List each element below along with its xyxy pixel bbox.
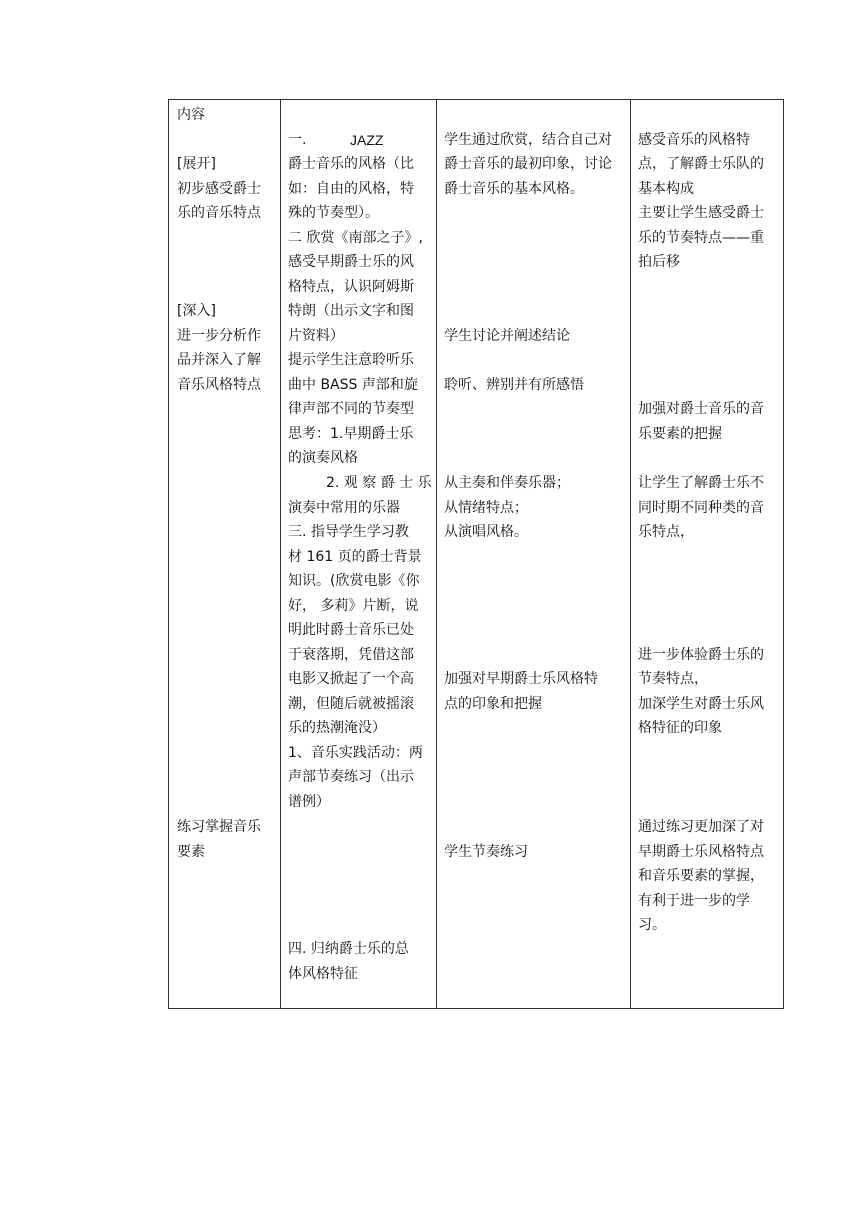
cell-text: 体风格特征 — [288, 966, 358, 982]
cell-text: 加深学生对爵士乐风 — [638, 696, 764, 712]
cell-text: 点的印象和把握 — [444, 696, 542, 712]
cell-text: 感受音乐的风格特 — [638, 132, 750, 148]
column-divider — [630, 100, 631, 1008]
cell-text: 聆听、辨别并有所感悟 — [444, 377, 584, 393]
cell-text: 二 欣赏《南部之子》, — [288, 230, 423, 246]
column-header-content: 内容 — [177, 107, 205, 123]
cell-text: 殊的节奏型）。 — [288, 205, 379, 221]
cell-text: 曲中 BASS 声部和旋 — [288, 377, 418, 393]
cell-text: 音乐风格特点 — [177, 377, 261, 393]
cell-text: 乐的音乐特点 — [177, 205, 261, 221]
cell-text: 爵士音乐的风格（比 — [288, 156, 414, 172]
cell-text: 要素 — [177, 844, 205, 860]
cell-text: 进一步分析作 — [177, 328, 261, 344]
cell-text: 潮，但随后就被摇滚 — [288, 696, 414, 712]
cell-text: 爵士音乐的基本风格。 — [444, 181, 584, 197]
cell-text: 乐的热潮淹没） — [288, 720, 386, 736]
cell-text: 主要让学生感受爵士 — [638, 205, 764, 221]
cell-text: 感受早期爵士乐的风 — [288, 254, 414, 270]
cell-text: 进一步体验爵士乐的 — [638, 647, 764, 663]
cell-text: 格特征的印象 — [638, 720, 722, 736]
cell-text: 从主奏和伴奏乐器； — [444, 475, 570, 491]
cell-text: 谱例） — [288, 794, 330, 810]
cell-text: 四. 归纳爵士乐的总 — [288, 941, 409, 957]
cell-text: 明此时爵士音乐已处 — [288, 622, 414, 638]
cell-text: 加强对早期爵士乐风格特 — [444, 671, 598, 687]
cell-text: 通过练习更加深了对 — [638, 819, 764, 835]
cell-text: 从演唱风格。 — [444, 524, 528, 540]
cell-text: 知识。(欣赏电影《你 — [288, 573, 420, 589]
cell-text: 品并深入了解 — [177, 352, 261, 368]
cell-text: 律声部不同的节奏型 — [288, 401, 414, 417]
cell-text: 初步感受爵士 — [177, 181, 261, 197]
section-tag-expand: [展开] — [177, 156, 216, 172]
cell-text: 演奏中常用的乐器 — [288, 500, 400, 516]
cell-text: 于衰落期，凭借这部 — [288, 647, 414, 663]
cell-text: 和音乐要素的掌握， — [638, 868, 764, 884]
cell-text: 片资料） — [288, 328, 344, 344]
cell-text: 点，了解爵士乐队的 — [638, 156, 764, 172]
cell-text: 有利于进一步的学 — [638, 893, 750, 909]
cell-text: 材 161 页的爵士背景 — [288, 549, 422, 565]
cell-text: 早期爵士乐风格特点 — [638, 844, 764, 860]
cell-text: 从情绪特点； — [444, 500, 528, 516]
column-divider — [436, 100, 437, 1008]
cell-text: 同时期不同种类的音 — [638, 500, 764, 516]
cell-text: 提示学生注意聆听乐 — [288, 352, 414, 368]
cell-text: 乐的节奏特点——重 — [638, 230, 764, 246]
cell-text: 乐特点， — [638, 524, 694, 540]
cell-text: 的演奏风格 — [288, 450, 358, 466]
cell-text: 基本构成 — [638, 181, 694, 197]
cell-text: 格特点，认识阿姆斯 — [288, 279, 414, 295]
cell-text: 2. 观 察 爵 士 乐 — [326, 475, 432, 491]
cell-text: 节奏特点， — [638, 671, 708, 687]
cell-text: 习。 — [638, 917, 666, 933]
cell-text: 思考：1.早期爵士乐 — [288, 426, 414, 442]
cell-text: 电影又掀起了一个高 — [288, 671, 414, 687]
cell-text: 让学生了解爵士乐不 — [638, 475, 764, 491]
cell-text: 声部节奏练习（出示 — [288, 769, 414, 785]
item-number: 一. — [288, 132, 307, 148]
section-tag-deepen: [深入] — [177, 303, 216, 319]
cell-text: 如：自由的风格，特 — [288, 181, 414, 197]
cell-text: 三. 指导学生学习教 — [288, 524, 409, 540]
column-divider — [280, 100, 281, 1008]
cell-text: 学生通过欣赏，结合自己对 — [444, 132, 612, 148]
cell-text: 爵士音乐的最初印象，讨论 — [444, 156, 612, 172]
cell-text: 加强对爵士音乐的音 — [638, 401, 764, 417]
cell-text: 拍后移 — [638, 254, 680, 270]
cell-text: 学生节奏练习 — [444, 844, 528, 860]
cell-text: 特朗（出示文字和图 — [288, 303, 414, 319]
jazz-label: JAZZ — [350, 132, 384, 148]
cell-text: 乐要素的把握 — [638, 426, 722, 442]
cell-text: 学生讨论并阐述结论 — [444, 328, 570, 344]
cell-text: 1、音乐实践活动：两 — [288, 745, 423, 761]
cell-text: 好， 多莉》片断，说 — [288, 598, 419, 614]
cell-text: 练习掌握音乐 — [177, 819, 261, 835]
